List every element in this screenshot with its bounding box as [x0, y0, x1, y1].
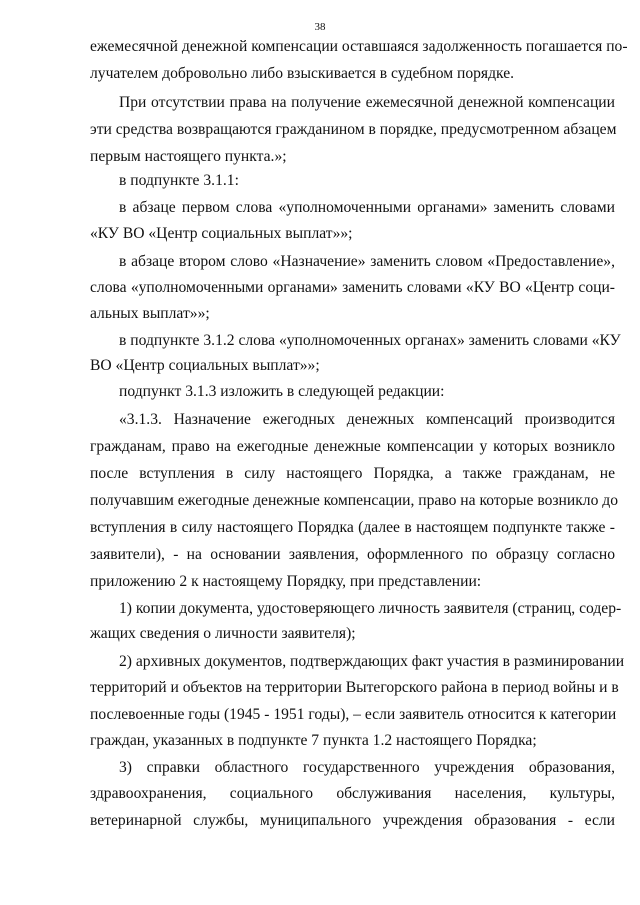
text-line: в абзаце первом слова «уполномоченными органами» заменить словами	[119, 199, 615, 216]
text-line: здравоохранения, социального обслуживания населения, культуры,	[90, 785, 615, 802]
text-line: в подпункте 3.1.2 слова «уполномоченных органах» заменить словами «КУ	[119, 332, 621, 349]
text-line: подпункт 3.1.3 изложить в следующей редакции:	[119, 383, 445, 400]
text-line: лучателем добровольно либо взыскивается в судебном порядке.	[90, 65, 515, 82]
text-line: в подпункте 3.1.1:	[119, 172, 239, 189]
text-line: 2) архивных документов, подтверждающих факт участия в разминировании	[119, 653, 625, 670]
text-line: послевоенные годы (1945 - 1951 годы), – если заявитель относится к категории	[90, 706, 617, 723]
text-line: вступления в силу настоящего Порядка (далее в настоящем подпункте также -	[90, 519, 615, 536]
text-line: ВО «Центр социальных выплат»»;	[90, 357, 320, 374]
text-line: приложению 2 к настоящему Порядку, при представлении:	[90, 573, 482, 590]
text-line: ежемесячной денежной компенсации оставшаяся задолженность погашается по-	[90, 38, 628, 55]
text-line: в абзаце втором слово «Назначение» заменить словом «Предоставление»,	[119, 253, 615, 270]
text-line: «3.1.3. Назначение ежегодных денежных компенсаций производится	[119, 411, 615, 428]
text-line: жащих сведения о личности заявителя);	[90, 625, 356, 642]
text-line: альных выплат»»;	[90, 305, 210, 322]
text-line: эти средства возвращаются гражданином в порядке, предусмотренном абзацем	[90, 121, 617, 138]
text-line: граждан, указанных в подпункте 7 пункта 1.2 настоящего Порядка;	[90, 732, 537, 749]
text-line: территорий и объектов на территории Вытегорского района в период войны и в	[90, 679, 619, 696]
text-line: ветеринарной службы, муниципального учреждения образования - если	[90, 812, 615, 829]
text-line: При отсутствии права на получение ежемесячной денежной компенсации	[119, 94, 615, 111]
text-line: получавшим ежегодные денежные компенсации, право на которые возникло до	[90, 492, 619, 509]
text-line: после вступления в силу настоящего Порядка, а также гражданам, не	[90, 465, 615, 482]
text-line: «КУ ВО «Центр социальных выплат»»;	[90, 225, 353, 242]
text-line: гражданам, право на ежегодные денежные компенсации у которых возникло	[90, 438, 615, 455]
page-number: 38	[314, 21, 326, 33]
text-line: первым настоящего пункта.»;	[90, 148, 287, 165]
text-line: заявители), - на основании заявления, оформленного по образцу согласно	[90, 546, 615, 563]
text-line: слова «уполномоченными органами» заменить словами «КУ ВО «Центр соци-	[90, 279, 615, 296]
text-line: 1) копии документа, удостоверяющего личность заявителя (страниц, содер-	[119, 600, 622, 617]
text-line: 3) справки областного государственного учреждения образования,	[119, 759, 615, 776]
